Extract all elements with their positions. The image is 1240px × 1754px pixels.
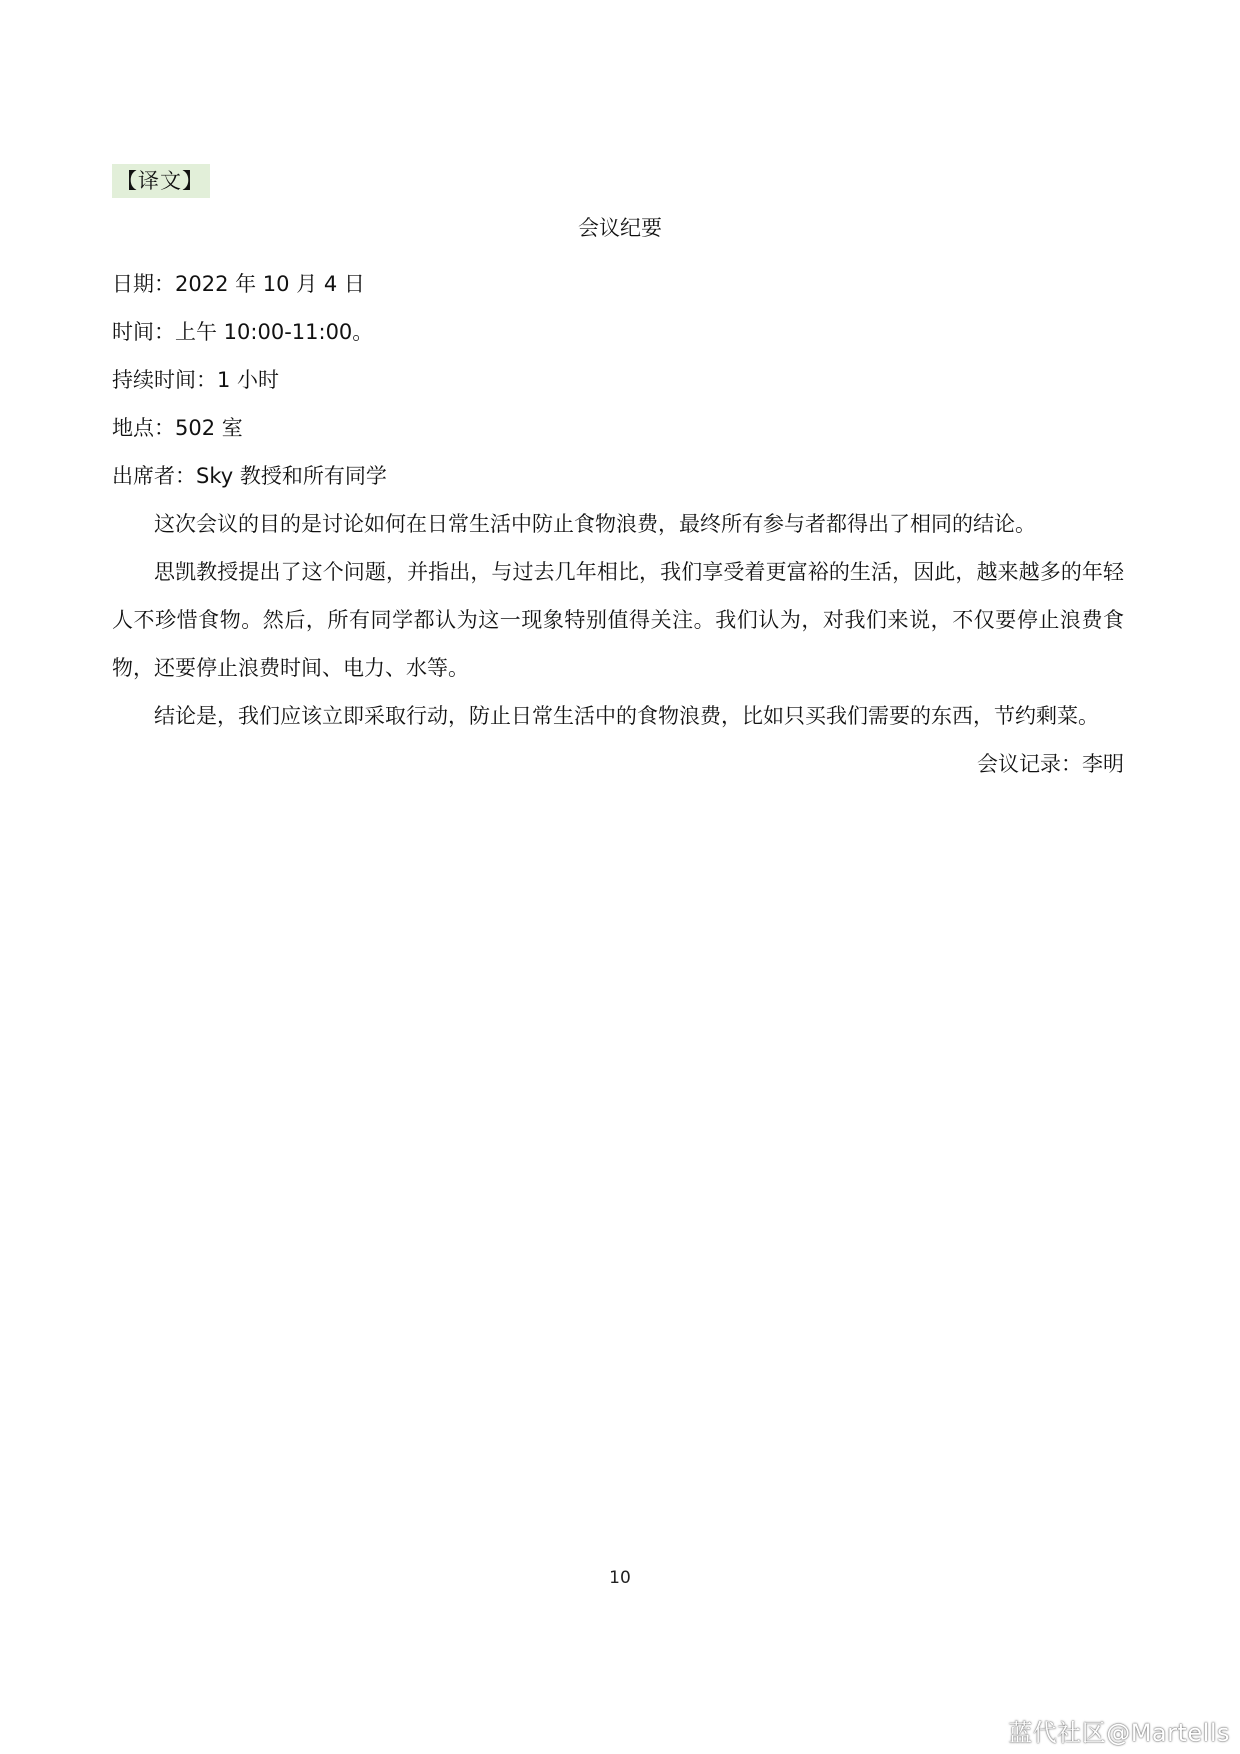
paragraph-discussion: 思凯教授提出了这个问题，并指出，与过去几年相比，我们享受着更富裕的生活，因此，越来越多的年轻人不珍惜食物。然后，所有同学都认为这一现象特别值得关注。我们认为，对我们来说，不仅要停止浪费食物，还要停止浪费时间、电力、水等。 <box>112 560 1124 680</box>
meeting-recorder: 会议记录：李明 <box>977 752 1124 776</box>
meeting-attendees: 出席者：Sky 教授和所有同学 <box>112 464 387 488</box>
paragraph-purpose: 这次会议的目的是讨论如何在日常生活中防止食物浪费，最终所有参与者都得出了相同的结论。 <box>154 512 1036 536</box>
page-number: 10 <box>609 1568 631 1588</box>
watermark: 蓝代社区@Martells <box>1008 1719 1230 1747</box>
meeting-date: 日期：2022 年 10 月 4 日 <box>112 272 365 296</box>
meeting-time: 时间：上午 10:00-11:00。 <box>112 320 374 344</box>
paragraph-conclusion: 结论是，我们应该立即采取行动，防止日常生活中的食物浪费，比如只买我们需要的东西，节约剩菜。 <box>154 704 1099 728</box>
document-body <box>112 260 1124 788</box>
document-title: 会议纪要 <box>578 216 662 240</box>
meeting-location: 地点：502 室 <box>112 416 243 440</box>
section-tag: 【译文】 <box>112 164 210 198</box>
meeting-duration: 持续时间：1 小时 <box>112 368 280 392</box>
